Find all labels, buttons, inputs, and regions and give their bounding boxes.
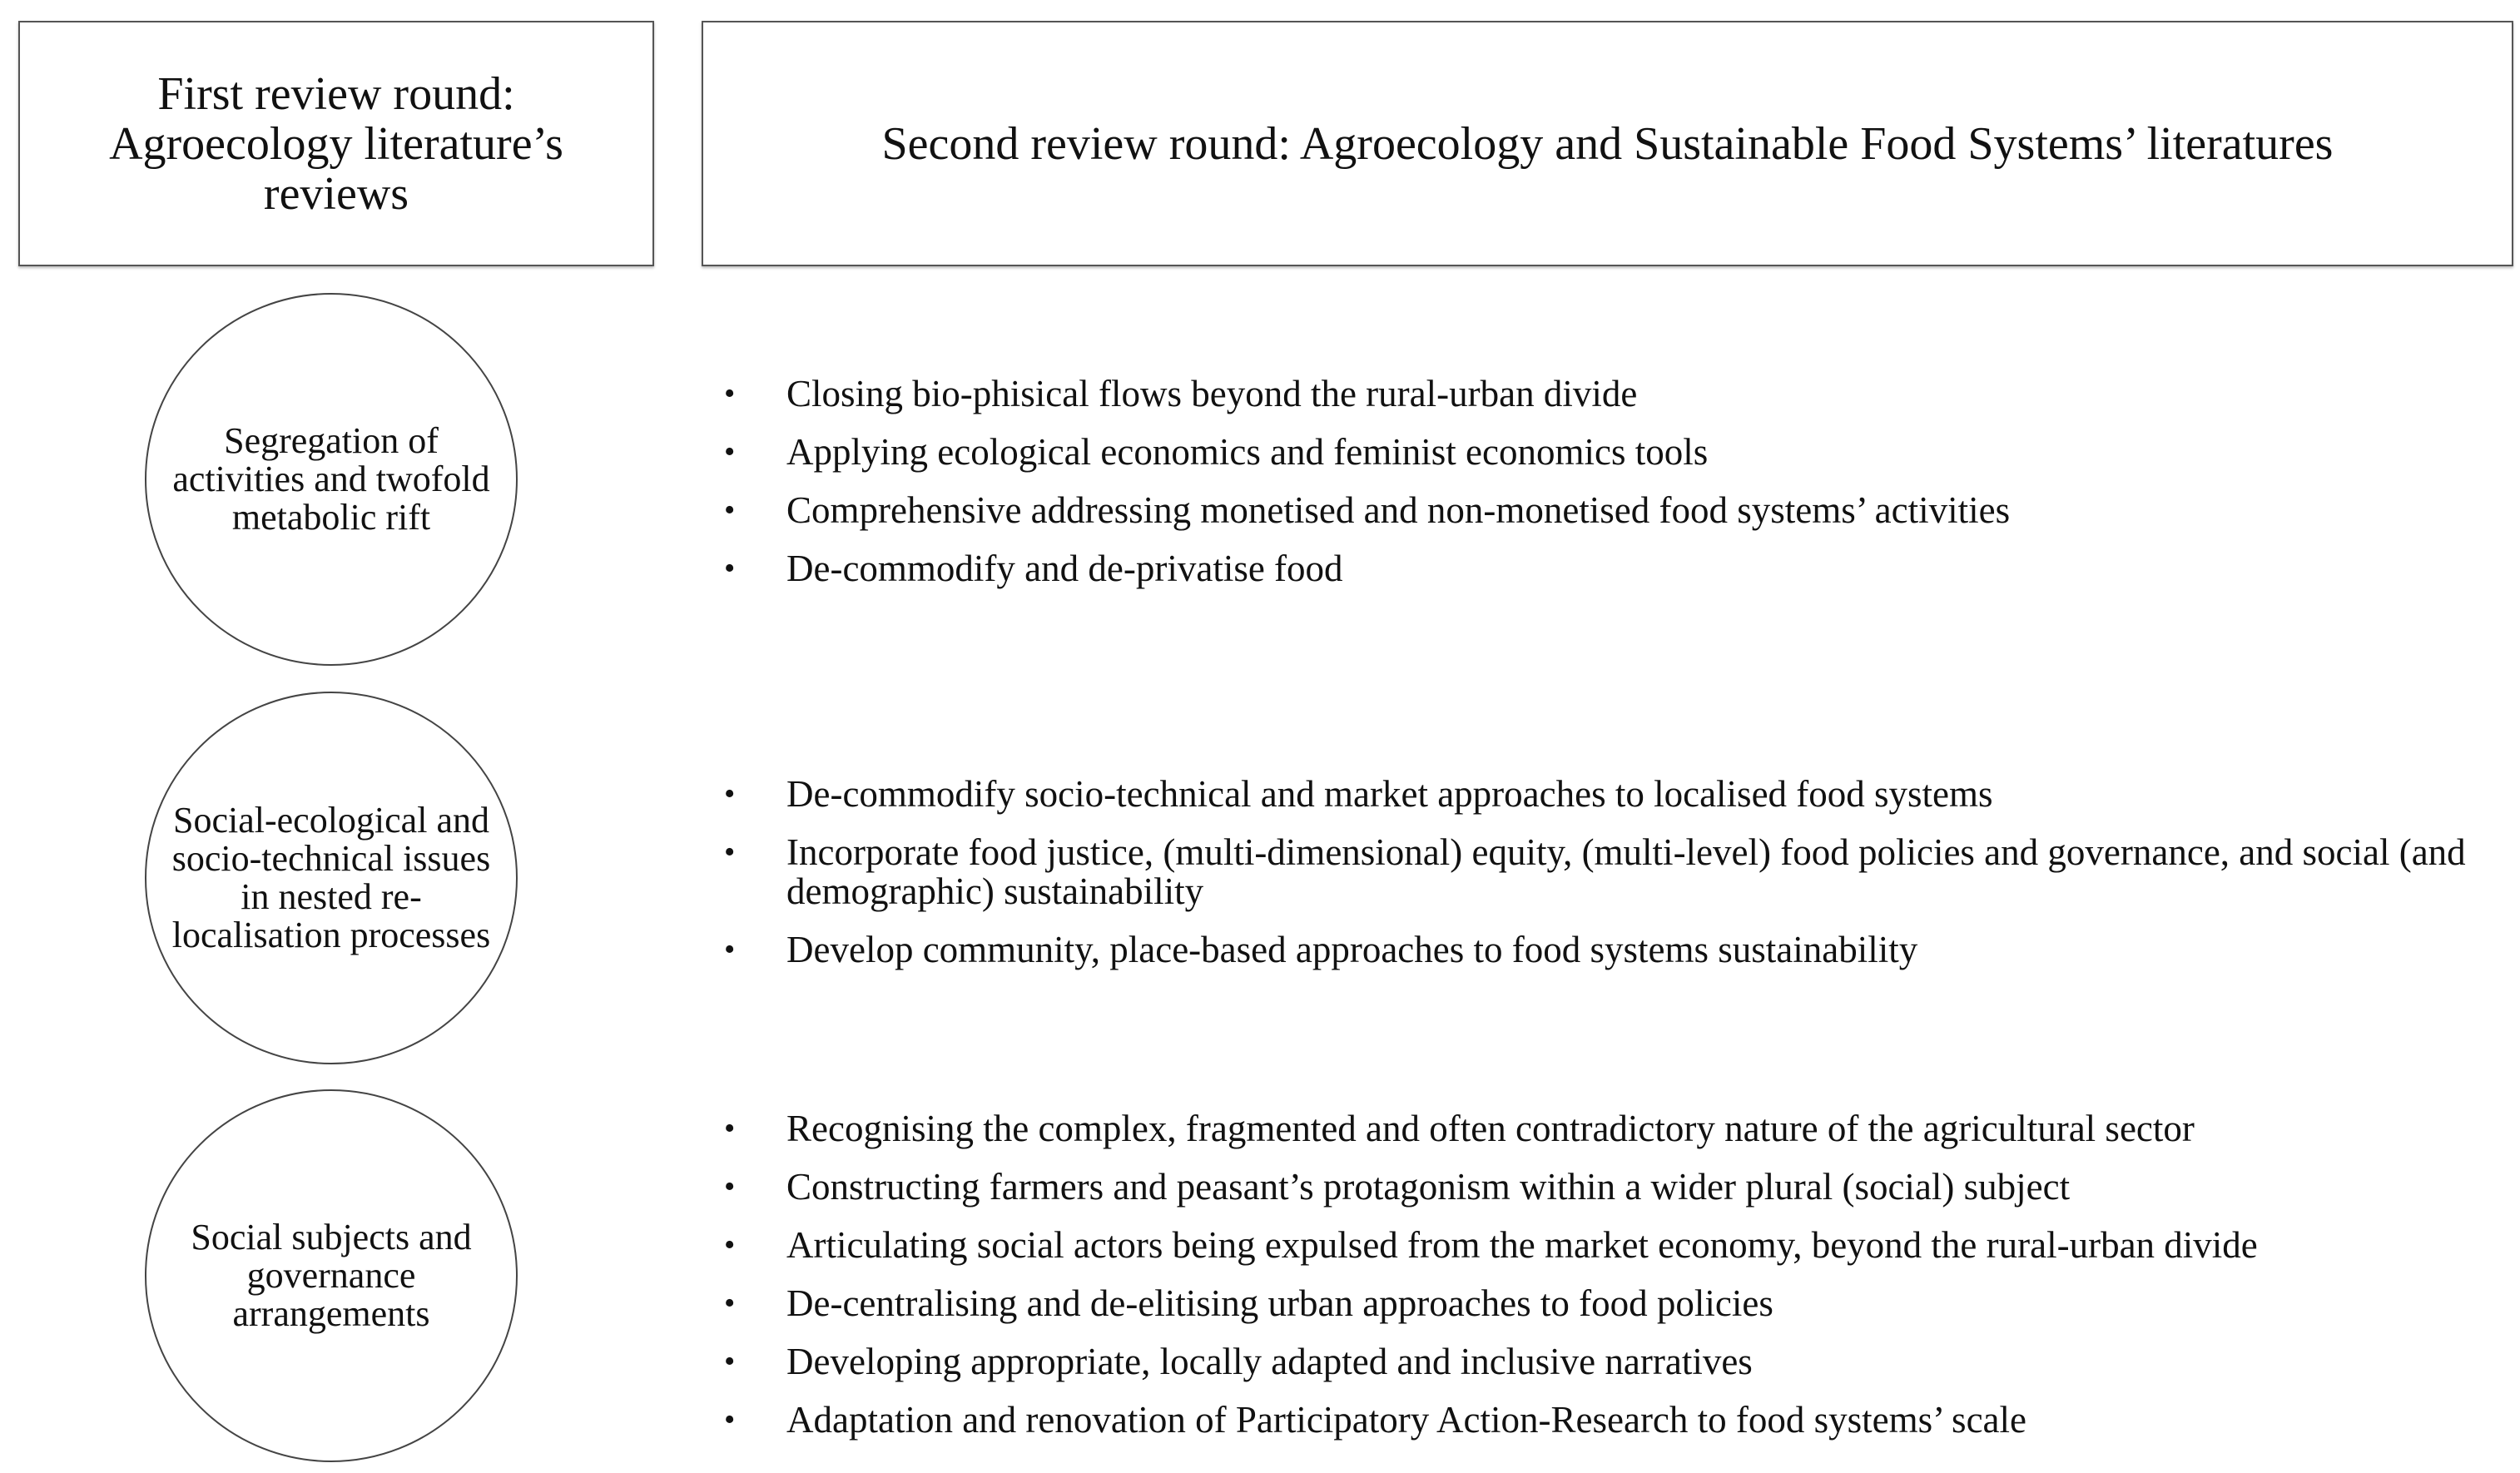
second-review-round-header (702, 21, 2513, 266)
first-review-round-title: First review round: Agroecology literature’s reviews (109, 67, 563, 220)
theme-circle (145, 293, 518, 666)
list-item: • Articulating social actors being expulsed from the market economy, beyond the rural-urban divide (724, 1226, 2258, 1265)
list-item: • Develop community, place-based approaches to food systems sustainability (724, 930, 2520, 970)
list-item: • Comprehensive addressing monetised and non-monetised food systems’ activities (724, 491, 2010, 530)
theme-circle (145, 692, 518, 1064)
theme-label: Segregation of activities and twofold metabolic rift (172, 420, 490, 538)
bullet-list (724, 1109, 2258, 1459)
list-item: • Incorporate food justice, (multi-dimensional) equity, (multi-level) food policies and governance, and social (and demographic) sustainability (724, 833, 2520, 911)
list-item: • De-commodify socio-technical and market approaches to localised food systems (724, 775, 2520, 814)
second-review-round-title: Second review round: Agroecology and Sustainable Food Systems’ literatures (881, 117, 2334, 170)
list-item: • Developing appropriate, locally adapted and inclusive narratives (724, 1342, 2258, 1381)
list-item: • Constructing farmers and peasant’s protagonism within a wider plural (social) subject (724, 1168, 2258, 1207)
theme-label: Social-ecological and socio-technical issues in nested re-localisation processes (171, 800, 491, 955)
first-review-round-header (18, 21, 654, 266)
list-item: • Closing bio-phisical flows beyond the rural-urban divide (724, 374, 2010, 414)
theme-circle (145, 1089, 518, 1462)
list-item: • Adaptation and renovation of Participatory Action-Research to food systems’ scale (724, 1401, 2258, 1440)
bullet-list (724, 775, 2520, 989)
bullet-list (724, 374, 2010, 608)
theme-label: Social subjects and governance arrangements (191, 1217, 472, 1334)
list-item: • Recognising the complex, fragmented and often contradictory nature of the agricultural sector (724, 1109, 2258, 1148)
list-item: • De-commodify and de-privatise food (724, 549, 2010, 588)
list-item: • De-centralising and de-elitising urban approaches to food policies (724, 1284, 2258, 1323)
list-item: • Applying ecological economics and feminist economics tools (724, 433, 2010, 472)
